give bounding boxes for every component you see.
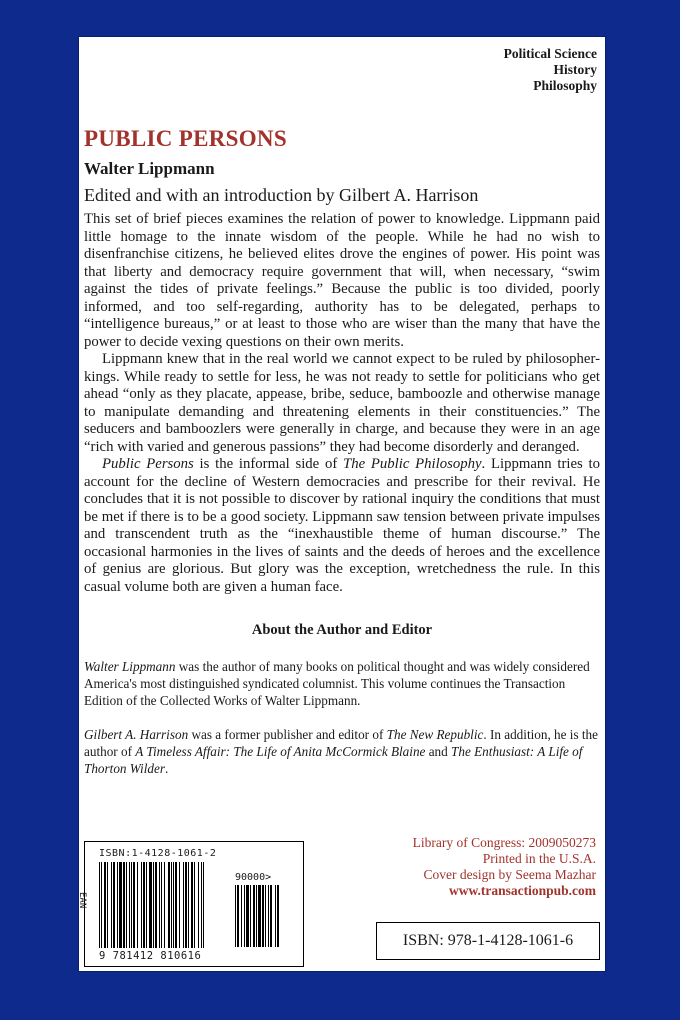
barcode-bar xyxy=(168,862,170,948)
barcode-bar xyxy=(129,862,130,948)
bio-lippmann xyxy=(84,658,600,709)
barcode-bar xyxy=(265,885,266,947)
barcode-bar xyxy=(179,862,180,948)
barcode-bar xyxy=(203,862,204,948)
barcode-bar xyxy=(268,885,269,947)
bio-harrison-name: Gilbert A. Harrison xyxy=(84,727,189,742)
barcode-addon-bars xyxy=(235,885,295,947)
bio-harrison xyxy=(84,726,600,777)
barcode-bar xyxy=(101,862,102,948)
publisher-info xyxy=(413,835,596,899)
barcode-box xyxy=(77,841,304,967)
barcode-bar xyxy=(183,862,184,948)
barcode-bar xyxy=(141,862,142,948)
barcode-bar xyxy=(164,862,165,948)
barcode-bar xyxy=(244,885,245,947)
barcode-bar xyxy=(99,862,100,948)
bio-harrison-book-3: The Enthusiast: A Life of Thorton Wilder xyxy=(84,744,583,776)
barcode-bar xyxy=(201,862,202,948)
bio-harrison-book-1: The New Republic xyxy=(386,727,484,742)
barcode-bar xyxy=(119,862,122,948)
barcode-bar xyxy=(111,862,112,948)
bio-harrison-text-1: was a former publisher and editor of xyxy=(188,727,387,742)
editor-line: Edited and with an introduction by Gilbert A. Harrison xyxy=(84,185,479,205)
barcode-bars xyxy=(99,862,229,948)
description-paragraph-1: This set of brief pieces examines the relation of power to knowledge. Lippmann paid little homage to the innate wisdom of the people. While he had no wish to disenfranchise citizens, he believed elites drove the engines of power. His point was that liberty and democracy require government that will, when necessary, “swim against the tides of private feelings.” Because the public is too divided, poorly informed, and too self-regarding, authority has to be delegated, perhaps to “intelligence bureaus,” or at least to those who are wiser than the many that have the power to decide vexing questions on their own merits. xyxy=(84,211,600,350)
isbn-box: ISBN: 978-1-4128-1061-6 xyxy=(376,922,600,960)
bio-harrison-book-2: A Timeless Affair: The Life of Anita McCormick Blaine xyxy=(135,744,426,759)
printed-in: Printed in the U.S.A. xyxy=(482,851,596,866)
subject-history: History xyxy=(553,62,597,77)
description-paragraph-3 xyxy=(84,456,600,596)
bio-lippmann-text: was the author of many books on political thought and was widely considered America's most distinguished syndicated columnist. This volume continues the Transaction Edition of the Collected Works of Walter Lippmann. xyxy=(84,659,590,708)
book-author: Walter Lippmann xyxy=(84,159,215,178)
barcode-bar xyxy=(275,885,276,947)
book-title: PUBLIC PERSONS xyxy=(84,126,287,151)
barcode-bar xyxy=(253,885,255,947)
description-body xyxy=(84,211,600,596)
bio-lippmann-name: Walter Lippmann xyxy=(84,659,176,674)
paragraph-3-text-b: . Lippmann tries to account for the decline of Western democracies and prescribe for their revival. He concludes that it is not possible to discover by rational inquiry the conditions that must be met if there is to be a good society. Lippmann saw tension between private impulses and transcendent truth as the “inexhaustible theme of human discourse.” The occasional harmonies in the lives of saints and the deeds of heroes and the excellence of genius are glorious. But glory was the exception, wretchedness the rule. In this casual volume both are given a human face. xyxy=(84,456,600,595)
barcode-bar xyxy=(241,885,242,947)
barcode-bar xyxy=(188,862,189,948)
barcode-bar xyxy=(250,885,251,947)
bio-harrison-text-3: and xyxy=(425,744,452,759)
barcode-bar xyxy=(277,885,279,947)
barcode-bar xyxy=(133,862,135,948)
barcode-bar xyxy=(143,862,145,948)
barcode-bar xyxy=(104,862,106,948)
barcode-bar xyxy=(258,885,261,947)
paragraph-3-text-a: is the informal side of xyxy=(193,456,344,472)
italic-title: Public Persons xyxy=(102,456,194,472)
barcode-bar xyxy=(194,862,195,948)
barcode-bar xyxy=(185,862,187,948)
barcode-bar xyxy=(159,862,160,948)
barcode-bar xyxy=(256,885,257,947)
about-heading: About the Author and Editor xyxy=(251,622,433,638)
barcode-bar xyxy=(191,862,193,948)
barcode-bar xyxy=(149,862,152,948)
barcode-bar xyxy=(153,862,154,948)
barcode-bar xyxy=(126,862,127,948)
barcode-bar xyxy=(137,862,138,948)
barcode-bar xyxy=(155,862,157,948)
barcode-bar xyxy=(237,885,239,947)
barcode-price-code: 90000> xyxy=(235,872,272,883)
barcode-bar xyxy=(270,885,272,947)
italic-book-title: The Public Philosophy xyxy=(343,456,482,472)
barcode-bar xyxy=(161,862,162,948)
barcode-bar xyxy=(175,862,177,948)
bio-harrison-text-2: . In addition, he is the author of xyxy=(84,727,598,759)
description-paragraph-2: Lippmann knew that in the real world we cannot expect to be ruled by philosopher-kings. While ready to settle for less, he was not ready to settle for politicians who get ahead “only as they placate, appease, bribe, seduce, bamboozle and otherwise manage to manipulate demanding and threatening elements in their constituencies.” The seducers and bamboozlers were generally in charge, and because they were in an age “rich with varied and generous passions” they had become disorderly and deranged. xyxy=(84,351,600,455)
barcode-bar xyxy=(246,885,249,947)
barcode-bar xyxy=(173,862,174,948)
barcode-bar xyxy=(198,862,199,948)
barcode-digits: 9 781412 810616 xyxy=(99,950,202,962)
barcode-bar xyxy=(262,885,264,947)
barcode-bar xyxy=(107,862,108,948)
subject-categories xyxy=(504,46,597,94)
library-of-congress: Library of Congress: 2009050273 xyxy=(412,835,596,850)
barcode-bar xyxy=(146,862,147,948)
barcode-bar xyxy=(123,862,125,948)
bio-harrison-text-4: . xyxy=(164,761,169,776)
subject-philosophy: Philosophy xyxy=(533,78,597,93)
subject-political-science: Political Science xyxy=(503,46,597,61)
cover-design-credit: Cover design by Seema Mazhar xyxy=(423,867,596,882)
barcode-ean-label: EAN xyxy=(77,892,87,909)
barcode-bar xyxy=(113,862,115,948)
barcode-bar xyxy=(171,862,172,948)
barcode-isbn-top: ISBN:1-4128-1061-2 xyxy=(99,848,217,859)
barcode-bar xyxy=(131,862,132,948)
barcode-bar xyxy=(117,862,118,948)
back-cover-panel xyxy=(78,36,606,972)
barcode-bar xyxy=(235,885,236,947)
publisher-website[interactable]: www.transactionpub.com xyxy=(448,883,596,898)
